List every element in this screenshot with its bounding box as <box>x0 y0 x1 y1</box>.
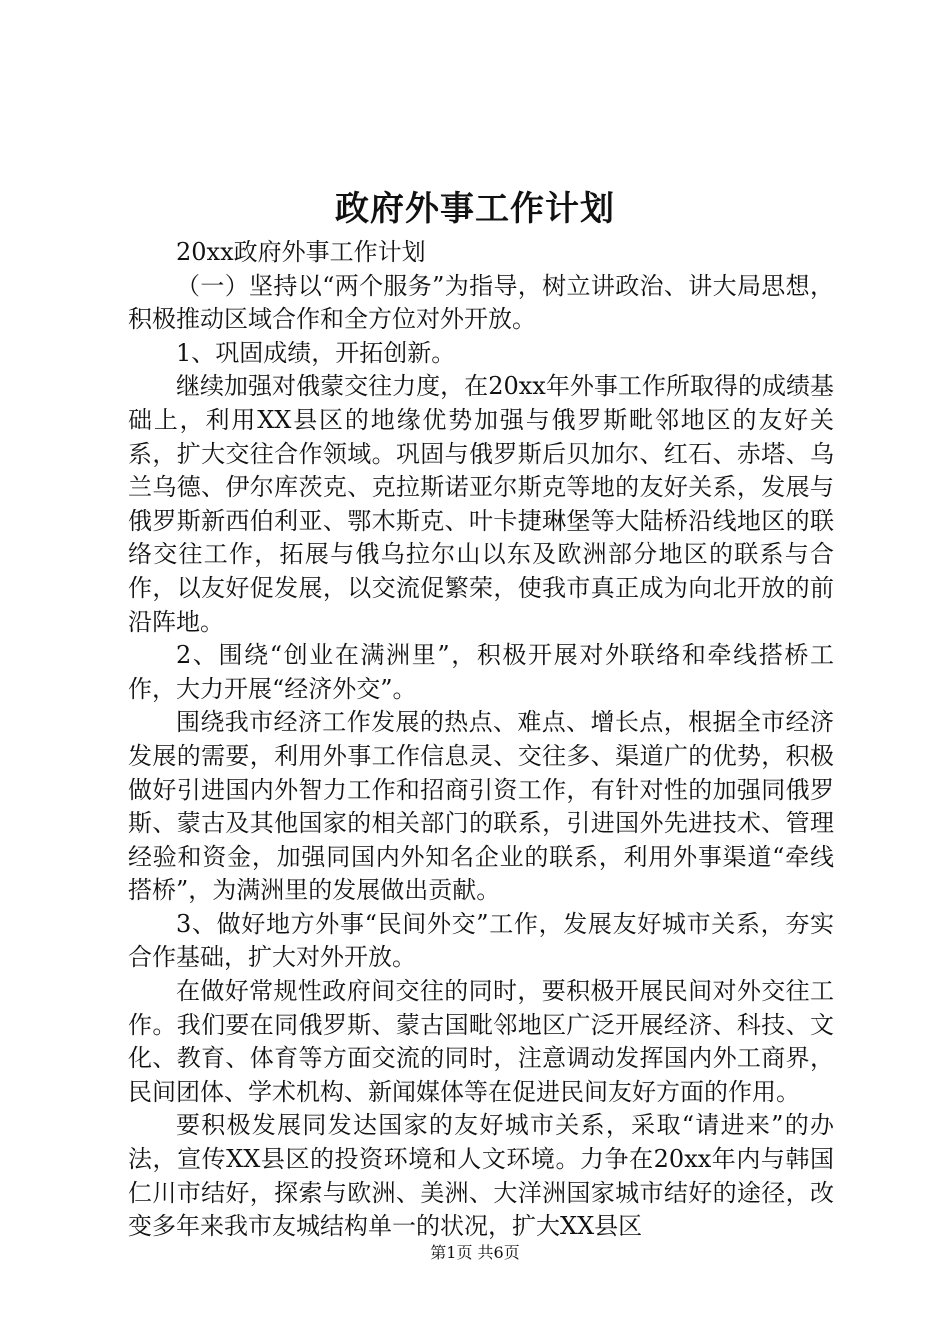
paragraph: （一）坚持以“两个服务”为指导，树立讲政治、讲大局思想，积极推动区域合作和全方位对外开放。 <box>128 271 834 334</box>
page-footer: 第1页 共6页 <box>430 1243 520 1262</box>
paragraph: 3、做好地方外事“民间外交”工作，发展友好城市关系，夯实合作基础，扩大对外开放。 <box>128 909 834 972</box>
paragraph: 继续加强对俄蒙交往力度，在20xx年外事工作所取得的成绩基础上，利用XX县区的地缘优势加强与俄罗斯毗邻地区的友好关系，扩大交往合作领域。巩固与俄罗斯后贝加尔、红石、赤塔、乌兰乌德、伊尔库茨克、克拉斯诺亚尔斯克等地的友好关系，发展与俄罗斯新西伯利亚、鄂木斯克、叶卡捷琳堡等大陆桥沿线地区的联络交往工作，拓展与俄乌拉尔山以东及欧洲部分地区的联系与合作，以友好促发展，以交流促繁荣，使我市真正成为向北开放的前沿阵地。 <box>128 372 834 636</box>
paragraph: 2、围绕“创业在满洲里”，积极开展对外联络和牵线搭桥工作，大力开展“经济外交”。 <box>128 641 834 703</box>
document-title: 政府外事工作计划 <box>335 189 615 229</box>
paragraph: 要积极发展同发达国家的友好城市关系，采取“请进来”的办法，宣传XX县区的投资环境和人文环境。力争在20xx年内与韩国仁川市结好，探索与欧洲、美洲、大洋洲国家城市结好的途径，改变多年来我市友城结构单一的状况，扩大XX县区 <box>128 1111 834 1241</box>
paragraph: 围绕我市经济工作发展的热点、难点、增长点，根据全市经济发展的需要，利用外事工作信息灵、交往多、渠道广的优势，积极做好引进国内外智力工作和招商引资工作，有针对性的加强同俄罗斯、蒙古及其他国家的相关部门的联系，引进国外先进技术、管理经验和资金，加强同国内外知名企业的联系，利用外事渠道“牵线搭桥”，为满洲里的发展做出贡献。 <box>128 708 834 905</box>
paragraph: 在做好常规性政府间交往的同时，要积极开展民间对外交往工作。我们要在同俄罗斯、蒙古国毗邻地区广泛开展经济、科技、文化、教育、体育等方面交流的同时，注意调动发挥国内外工商界，民间团体、学术机构、新闻媒体等在促进民间友好方面的作用。 <box>128 977 834 1106</box>
paragraph: 1、巩固成绩，开拓创新。 <box>176 338 456 367</box>
paragraph: 20xx政府外事工作计划 <box>176 238 426 266</box>
document-body <box>128 236 834 1244</box>
